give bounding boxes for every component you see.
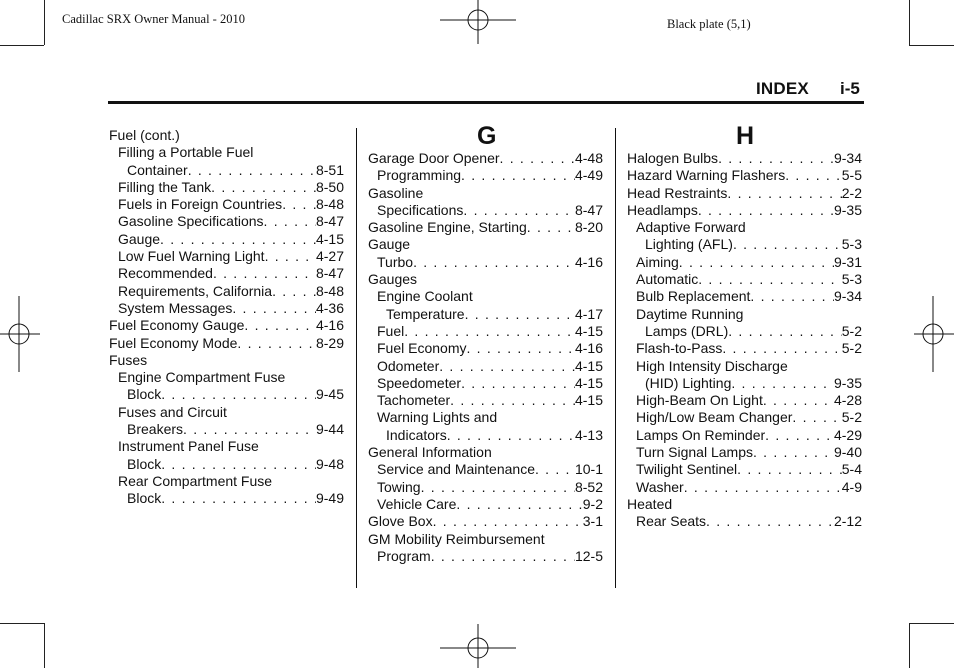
entry-term: Filling a Portable Fuel	[118, 144, 254, 161]
index-entry	[627, 461, 862, 478]
index-column-fuel	[109, 127, 344, 508]
entry-term: Vehicle Care	[377, 495, 457, 512]
entry-term: Speedometer	[377, 374, 462, 391]
entry-page-ref: 9-31	[833, 253, 862, 270]
index-entry	[627, 254, 862, 271]
index-column-g	[368, 150, 603, 565]
dot-leader	[431, 548, 575, 565]
entry-page-ref: 8-51	[315, 161, 344, 178]
index-entry	[368, 167, 603, 184]
index-entry	[109, 283, 344, 300]
registration-mark-icon	[440, 0, 516, 44]
entry-term: Gauge	[118, 230, 161, 247]
dot-leader	[722, 340, 841, 357]
registration-mark-icon	[440, 624, 516, 668]
entry-term: Low Fuel Warning Light	[118, 248, 265, 265]
entry-term: Fuses	[109, 351, 148, 368]
dot-leader	[160, 231, 316, 248]
index-entry	[627, 167, 862, 184]
entry-term: Gasoline	[368, 184, 424, 201]
entry-page-ref: 8-29	[315, 334, 344, 351]
index-entry	[109, 300, 344, 317]
entry-page-ref: 4-16	[574, 340, 603, 357]
dot-leader	[456, 496, 582, 513]
index-entry	[627, 219, 862, 236]
entry-term: Headlamps	[627, 201, 698, 218]
entry-term: Fuel Economy Mode	[109, 334, 238, 351]
dot-leader	[439, 358, 575, 375]
entry-term: Specifications	[377, 201, 464, 218]
dot-leader	[264, 213, 316, 230]
entry-term: Aiming	[636, 253, 679, 270]
dot-leader	[750, 288, 834, 305]
dot-leader	[792, 409, 841, 426]
entry-term: High Intensity Discharge	[636, 357, 788, 374]
entry-term: GM Mobility Reimbursement	[368, 530, 545, 547]
entry-page-ref: 8-47	[315, 265, 344, 282]
index-entry	[368, 150, 603, 167]
dot-leader	[413, 254, 575, 271]
index-entry	[109, 144, 344, 161]
index-entry	[109, 162, 344, 179]
entry-term: Glove Box	[368, 513, 433, 530]
index-entry	[109, 231, 344, 248]
entry-term: Odometer	[377, 357, 440, 374]
index-entry	[627, 202, 862, 219]
entry-term: Fuels in Foreign Countries	[118, 196, 283, 213]
index-entry	[368, 219, 603, 236]
page-number: i-5	[840, 79, 860, 98]
index-entry	[368, 496, 603, 513]
entry-page-ref: 5-4	[841, 461, 862, 478]
entry-page-ref: 9-34	[833, 288, 862, 305]
entry-term: Block	[127, 490, 162, 507]
section-letter-h: H	[736, 122, 755, 150]
entry-term: Filling the Tank	[118, 178, 212, 195]
index-entry	[368, 185, 603, 202]
index-entry	[627, 392, 862, 409]
crop-mark	[909, 623, 910, 668]
entry-term: Fuel (cont.)	[109, 127, 180, 143]
section-title: INDEX	[756, 79, 809, 98]
index-entry	[368, 236, 603, 253]
entry-term: Gauge	[368, 236, 411, 253]
entry-page-ref: 8-47	[574, 201, 603, 218]
index-entry	[368, 427, 603, 444]
entry-term: Washer	[636, 478, 684, 495]
index-entry	[368, 358, 603, 375]
entry-page-ref: 8-20	[574, 219, 603, 236]
index-entry	[627, 340, 862, 357]
entry-page-ref: 5-2	[841, 409, 862, 426]
index-entry	[627, 236, 862, 253]
entry-page-ref: 10-1	[574, 461, 603, 478]
entry-term: Daytime Running	[636, 305, 744, 322]
entry-term: High/Low Beam Changer	[636, 409, 793, 426]
dot-leader	[404, 323, 575, 340]
plate-label: Black plate (5,1)	[667, 17, 751, 31]
entry-term: Turbo	[377, 253, 414, 270]
index-entry	[627, 150, 862, 167]
entry-page-ref: 4-15	[574, 392, 603, 409]
entry-term: Fuses and Circuit	[118, 403, 227, 420]
entry-term: Adaptive Forward	[636, 219, 746, 236]
index-entry	[368, 513, 603, 530]
entry-term: High-Beam On Light	[636, 392, 763, 409]
index-entry	[627, 479, 862, 496]
index-entry	[109, 335, 344, 352]
entry-page-ref: 2-2	[841, 184, 862, 201]
entry-page-ref: 4-15	[574, 357, 603, 374]
entry-term: Flash-to-Pass	[636, 340, 723, 357]
dot-leader	[161, 456, 316, 473]
index-entry	[368, 409, 603, 426]
entry-term: Bulb Replacement	[636, 288, 751, 305]
index-entry	[627, 323, 862, 340]
entry-page-ref: 8-50	[315, 178, 344, 195]
entry-term: Breakers	[127, 421, 184, 438]
dot-leader	[500, 150, 575, 167]
entry-term: Recommended	[118, 265, 213, 282]
crop-mark	[44, 0, 45, 45]
index-column-h	[627, 150, 862, 531]
dot-leader	[450, 392, 575, 409]
crop-mark	[909, 0, 910, 45]
entry-term: Block	[127, 455, 162, 472]
entry-term: (HID) Lighting	[645, 374, 732, 391]
entry-term: Fuel	[377, 322, 405, 339]
entry-page-ref: 9-40	[833, 444, 862, 461]
entry-term: Engine Coolant	[377, 288, 473, 305]
dot-leader	[461, 167, 575, 184]
entry-term: Block	[127, 386, 162, 403]
entry-page-ref: 8-47	[315, 213, 344, 230]
index-entry	[368, 202, 603, 219]
index-entry	[109, 369, 344, 386]
entry-term: Programming	[377, 167, 462, 184]
header-rule	[108, 101, 864, 104]
entry-page-ref: 4-15	[574, 374, 603, 391]
entry-page-ref: 4-49	[574, 167, 603, 184]
index-entry	[109, 456, 344, 473]
entry-page-ref: 4-28	[833, 392, 862, 409]
index-entry	[627, 185, 862, 202]
entry-page-ref: 4-17	[574, 305, 603, 322]
entry-term: Container	[127, 161, 188, 178]
dot-leader	[763, 392, 834, 409]
entry-term: Heated	[627, 495, 673, 512]
dot-leader	[213, 265, 316, 282]
index-entry	[109, 265, 344, 282]
entry-term: Engine Compartment Fuse	[118, 369, 286, 386]
dot-leader	[698, 271, 842, 288]
dot-leader	[237, 335, 316, 352]
entry-term: Hazard Warning Flashers	[627, 167, 786, 184]
entry-term: Fuel Economy	[377, 340, 467, 357]
entry-term: Rear Seats	[636, 513, 707, 530]
dot-leader	[265, 248, 316, 265]
index-entry	[627, 444, 862, 461]
dot-leader	[244, 317, 316, 334]
dot-leader	[433, 513, 583, 530]
index-entry	[627, 358, 862, 375]
index-entry	[109, 386, 344, 403]
entry-term: Garage Door Opener	[368, 150, 500, 166]
entry-page-ref: 8-52	[574, 478, 603, 495]
entry-page-ref: 4-48	[574, 150, 603, 166]
index-entry	[109, 352, 344, 369]
dot-leader	[232, 300, 316, 317]
crop-mark	[0, 623, 44, 624]
dot-leader	[188, 162, 316, 179]
entry-page-ref: 4-27	[315, 248, 344, 265]
index-entry	[109, 421, 344, 438]
entry-term: Instrument Panel Fuse	[118, 438, 259, 455]
dot-leader	[737, 461, 842, 478]
dot-leader	[753, 444, 834, 461]
crop-mark	[44, 623, 45, 668]
index-entry	[627, 513, 862, 530]
entry-term: Requirements, California	[118, 282, 273, 299]
dot-leader	[282, 196, 316, 213]
index-entry	[109, 179, 344, 196]
index-entry	[627, 427, 862, 444]
dot-leader	[421, 479, 575, 496]
entry-term: Tachometer	[377, 392, 451, 409]
entry-page-ref: 4-29	[833, 426, 862, 443]
entry-term: Warning Lights and	[377, 409, 498, 426]
index-entry	[627, 306, 862, 323]
dot-leader	[272, 283, 316, 300]
entry-term: Halogen Bulbs	[627, 150, 719, 166]
dot-leader	[161, 490, 316, 507]
entry-page-ref: 2-12	[833, 513, 862, 530]
entry-page-ref: 4-9	[841, 478, 862, 495]
entry-page-ref: 9-49	[315, 490, 344, 507]
index-entry	[109, 473, 344, 490]
crop-mark	[909, 623, 954, 624]
index-entry	[109, 248, 344, 265]
index-entry	[627, 271, 862, 288]
entry-page-ref: 9-44	[315, 421, 344, 438]
column-divider	[615, 128, 616, 588]
entry-term: Indicators	[386, 426, 447, 443]
dot-leader	[527, 219, 575, 236]
index-entry	[627, 409, 862, 426]
dot-leader	[447, 427, 575, 444]
dot-leader	[785, 167, 842, 184]
dot-leader	[733, 236, 842, 253]
index-entry	[368, 271, 603, 288]
entry-page-ref: 4-15	[574, 322, 603, 339]
index-entry	[368, 375, 603, 392]
index-entry	[109, 438, 344, 455]
entry-term: Lamps On Reminder	[636, 426, 766, 443]
entry-term: Twilight Sentinel	[636, 461, 738, 478]
dot-leader	[728, 323, 842, 340]
entry-term: Head Restraints	[627, 184, 728, 201]
index-entry	[368, 444, 603, 461]
dot-leader	[463, 202, 575, 219]
index-entry	[368, 340, 603, 357]
index-entry	[109, 213, 344, 230]
dot-leader	[466, 340, 574, 357]
dot-leader	[183, 421, 316, 438]
index-entry	[368, 479, 603, 496]
index-entry	[627, 288, 862, 305]
entry-page-ref: 12-5	[574, 547, 603, 564]
dot-leader	[727, 185, 841, 202]
entry-term: Fuel Economy Gauge	[109, 317, 245, 334]
dot-leader	[211, 179, 316, 196]
entry-term: Lighting (AFL)	[645, 236, 733, 253]
dot-leader	[731, 375, 834, 392]
entry-page-ref: 9-35	[833, 374, 862, 391]
entry-page-ref: 9-34	[833, 150, 862, 166]
entry-page-ref: 9-35	[833, 201, 862, 218]
entry-page-ref: 8-48	[315, 196, 344, 213]
dot-leader	[161, 386, 316, 403]
entry-page-ref: 9-2	[582, 495, 603, 512]
index-entry	[368, 288, 603, 305]
entry-page-ref: 4-13	[574, 426, 603, 443]
entry-page-ref: 5-2	[841, 322, 862, 339]
entry-term: Service and Maintenance	[377, 461, 535, 478]
registration-mark-icon	[914, 296, 954, 372]
entry-term: Rear Compartment Fuse	[118, 472, 273, 489]
manual-title: Cadillac SRX Owner Manual - 2010	[62, 12, 245, 26]
entry-term: Lamps (DRL)	[645, 322, 729, 339]
dot-leader	[765, 427, 834, 444]
index-entry	[368, 323, 603, 340]
entry-page-ref: 4-16	[315, 317, 344, 334]
index-entry	[368, 461, 603, 478]
entry-term: Gasoline Engine, Starting	[368, 219, 527, 236]
entry-page-ref: 9-45	[315, 386, 344, 403]
entry-term: System Messages	[118, 299, 233, 316]
entry-term: Turn Signal Lamps	[636, 444, 753, 461]
dot-leader	[698, 202, 834, 219]
dot-leader	[718, 150, 834, 167]
entry-term: Gasoline Specifications	[118, 213, 264, 230]
index-entry	[368, 306, 603, 323]
crop-mark	[909, 45, 954, 46]
index-entry	[368, 531, 603, 548]
index-entry	[627, 375, 862, 392]
index-entry	[109, 317, 344, 334]
index-entry	[109, 404, 344, 421]
index-entry	[627, 496, 862, 513]
index-entry	[109, 490, 344, 507]
dot-leader	[465, 306, 575, 323]
dot-leader	[535, 461, 575, 478]
entry-term: General Information	[368, 444, 492, 461]
entry-term: Program	[377, 547, 431, 564]
column-divider	[356, 128, 357, 588]
entry-page-ref: 5-3	[841, 271, 862, 288]
entry-page-ref: 3-1	[582, 513, 603, 530]
dot-leader	[684, 479, 842, 496]
entry-term: Temperature	[386, 305, 465, 322]
dot-leader	[461, 375, 575, 392]
index-entry	[368, 254, 603, 271]
index-entry	[109, 196, 344, 213]
dot-leader	[679, 254, 834, 271]
entry-page-ref: 5-2	[841, 340, 862, 357]
dot-leader	[706, 513, 834, 530]
section-letter-g: G	[477, 122, 497, 150]
entry-page-ref: 4-16	[574, 253, 603, 270]
entry-page-ref: 5-5	[841, 167, 862, 184]
entry-page-ref: 4-36	[315, 299, 344, 316]
entry-page-ref: 9-48	[315, 455, 344, 472]
entry-term: Towing	[377, 478, 421, 495]
registration-mark-icon	[0, 296, 40, 372]
entry-term: Gauges	[368, 271, 418, 288]
crop-mark	[0, 45, 44, 46]
index-entry	[368, 548, 603, 565]
entry-page-ref: 4-15	[315, 230, 344, 247]
entry-page-ref: 5-3	[841, 236, 862, 253]
index-entry	[368, 392, 603, 409]
entry-term: Automatic	[636, 271, 699, 288]
entry-page-ref: 8-48	[315, 282, 344, 299]
index-entry	[109, 127, 344, 144]
